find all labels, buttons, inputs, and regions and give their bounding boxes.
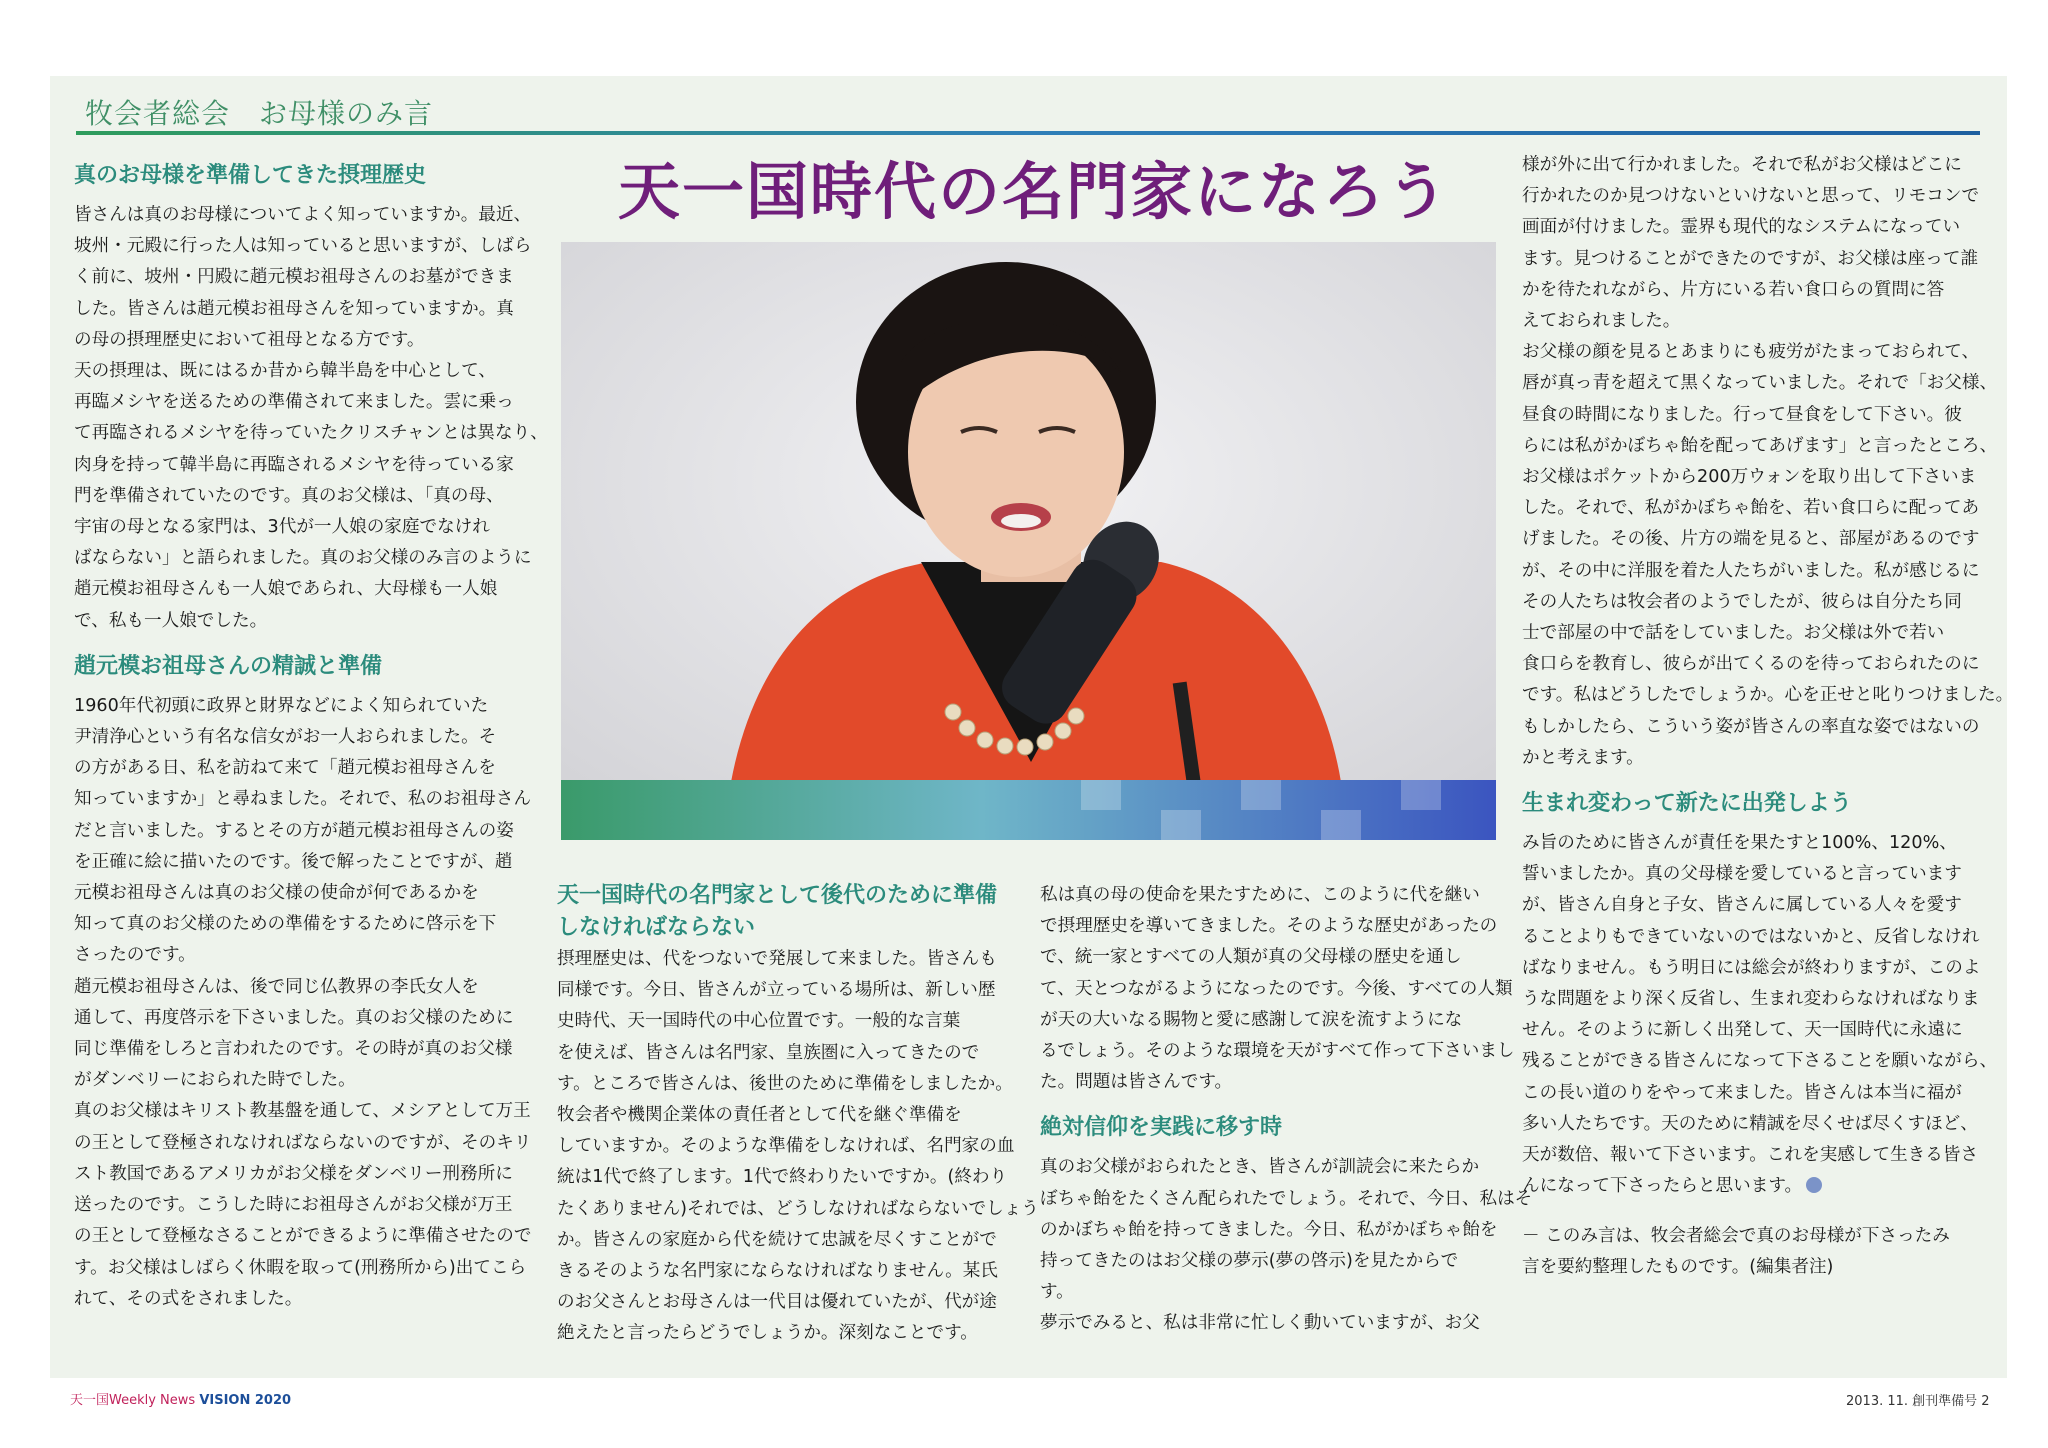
text-line: か。皆さんの家庭から代を続けて忠誠を尽くすことがで	[557, 1229, 997, 1250]
footer-brand: VISION 2020	[199, 1393, 292, 1408]
text-line: 残ることができる皆さんになって下さることを願いながら、	[1522, 1051, 1998, 1072]
text-line: が天の大いなる賜物と愛に感謝して涙を流すようにな	[1040, 1009, 1463, 1030]
text-line: 趙元模お祖母さんも一人娘であられ、大母様も一人娘	[74, 579, 498, 600]
column-2	[557, 880, 1039, 1350]
text-line: かを待たれながら、片方にいる若い食口らの質問に答	[1522, 279, 1945, 300]
header-rule	[76, 131, 1980, 135]
text-line: うな問題をより深く反省し、生まれ変わらなければなりま	[1522, 989, 1980, 1010]
text-line: さったのです。	[74, 945, 196, 966]
text-line: 夢示でみると、私は非常に忙しく動いていますが、お父	[1040, 1313, 1480, 1334]
text-line: 天が数倍、報いて下さいます。これを実感して生きる皆さ	[1522, 1145, 1979, 1166]
text-line: た。問題は皆さんです。	[1040, 1072, 1233, 1093]
column-3	[1040, 880, 1532, 1340]
text-line: 送ったのです。こうした時にお祖母さんがお父様が万王	[74, 1195, 513, 1216]
text-line: 尹清浄心という有名な信女がお一人おられました。そ	[74, 727, 497, 748]
text-line: の王として登極なさることができるように準備させたので	[74, 1226, 532, 1247]
text-line: した。それで、私がかぼちゃ飴を、若い食口らに配ってあ	[1522, 498, 1980, 519]
text-line: スト教国であるアメリカがお父様をダンベリー刑務所に	[74, 1163, 513, 1184]
paragraph-group-2	[74, 691, 548, 1315]
column-4	[1522, 150, 2013, 1283]
text-line: 1960年代初頭に政界と財界などによく知られていた	[74, 695, 489, 716]
text-line: み旨のために皆さんが責任を果たすと100%、120%、	[1522, 833, 1957, 854]
text-line: で、統一家とすべての人類が真の父母様の歴史を通し	[1040, 947, 1462, 968]
editor-note-line-1: － このみ言は、牧会者総会で真のお母様が下さったみ	[1522, 1225, 1950, 1246]
text-line: 肉身を持って韓半島に再臨されるメシヤを待っている家	[74, 454, 514, 475]
text-line: 唇が真っ青を超えて黒くなっていました。それで「お父様、	[1522, 373, 1998, 394]
text-line: 知っていますか」と尋ねました。それで、私のお祖母さん	[74, 789, 532, 810]
text-line: していますか。そのような準備をしなければ、名門家の血	[557, 1136, 1015, 1157]
text-line: お父様の顔を見るとあまりにも疲労がたまっておられて、	[1522, 342, 1980, 363]
text-line: 多い人たちです。天のために精誠を尽くせば尽くすほど、	[1522, 1113, 1978, 1134]
text-line: 通して、再度啓示を下さいました。真のお父様のために	[74, 1007, 514, 1028]
text-line: 元模お祖母さんは真のお父様の使命が何であるかを	[74, 883, 479, 904]
text-line: 私は真の母の使命を果たすために、このように代を継い	[1040, 885, 1480, 905]
page-title: 天一国時代の名門家になろう	[618, 155, 1451, 228]
text-line: が、その中に洋服を着た人たちがいました。私が感じるに	[1522, 560, 1980, 581]
text-line: 坡州・元殿に行った人は知っていると思いますが、しばら	[74, 236, 532, 257]
text-line: ぼちゃ飴をたくさん配られたでしょう。それで、今日、私はそ	[1040, 1188, 1533, 1209]
text-line: 同様です。今日、皆さんが立っている場所は、新しい歴	[557, 980, 996, 1001]
text-line: らには私がかぼちゃ飴を配ってあげます」と言ったところ、	[1522, 435, 1998, 456]
footer-issue: 2013. 11. 創刊準備号 2	[1846, 1394, 1990, 1409]
heading-absolute-faith: 絶対信仰を実践に移す時	[1040, 1115, 1283, 1141]
text-line: 趙元模お祖母さんは、後で同じ仏教界の李氏女人を	[74, 976, 479, 997]
text-line: もしかしたら、こういう姿が皆さんの率直な姿ではないの	[1522, 716, 1980, 737]
section-label: 牧会者総会 お母様のみ言	[85, 97, 434, 130]
text-line: す。お父様はしばらく休暇を取って(刑務所から)出てこら	[74, 1257, 527, 1278]
text-line: せん。そのように新しく出発して、天一国時代に永遠に	[1522, 1020, 1963, 1041]
text-line: で摂理歴史を導いてきました。そのような歴史があったの	[1040, 916, 1498, 937]
text-line: 絶えたと言ったらどうでしょうか。深刻なことです。	[557, 1323, 978, 1344]
text-line: 摂理歴史は、代をつないで発展して来ました。皆さんも	[557, 949, 997, 969]
heading-providential-history: 真のお母様を準備してきた摂理歴史	[74, 163, 427, 188]
heading-prestigious-family-b: しなければならない	[557, 915, 756, 940]
speaker-photo	[561, 242, 1496, 840]
text-line: ます。見つけることができたのですが、お父様は座って誰	[1522, 248, 1979, 269]
text-line: ることよりもできていないのではないかと、反省しなけれ	[1522, 926, 1980, 947]
paragraph-group-5	[1040, 1152, 1532, 1339]
text-line: きるそのような名門家にならなければなりません。某氏	[557, 1261, 998, 1282]
text-line: ばなりません。もう明日には総会が終わりますが、このよ	[1522, 957, 1981, 978]
column-1	[74, 160, 548, 1315]
text-line: その人たちは牧会者のようでしたが、彼らは自分たち同	[1522, 591, 1962, 612]
text-line: が、皆さん自身と子女、皆さんに属している人々を愛す	[1522, 895, 1962, 916]
heading-new-start: 生まれ変わって新たに出発しよう	[1522, 791, 1852, 817]
text-line: 知って真のお父様のための準備をするために啓示を下	[74, 914, 497, 935]
footer-prefix: 天一国Weekly News	[70, 1393, 200, 1408]
text-line: 宇宙の母となる家門は、3代が一人娘の家庭でなけれ	[74, 517, 490, 538]
editor-note-line-2: 言を要約整理したものです。(編集者注)	[1522, 1256, 1834, 1277]
paragraph-group-3	[557, 944, 1039, 1350]
text-line: 食口らを教育し、彼らが出てくるのを待っておられたのに	[1522, 654, 1980, 675]
text-line: の王として登極されなければならないのですが、そのキリ	[74, 1132, 532, 1153]
text-line: 再臨メシヤを送るための準備されて来ました。雲に乗っ	[74, 392, 514, 413]
text-line: えておられました。	[1522, 311, 1681, 332]
footer-publication	[70, 1389, 291, 1408]
text-line: 画面が付けました。霊界も現代的なシステムになってい	[1522, 217, 1961, 238]
text-line: の母の摂理歴史において祖母となる方です。	[74, 329, 425, 350]
text-line: 同じ準備をしろと言われたのです。その時が真のお父様	[74, 1039, 513, 1060]
paragraph-group-4	[1040, 880, 1532, 1098]
text-line: 士で部屋の中で話をしていました。お父様は外で若い	[1522, 623, 1945, 644]
text-line: す。	[1040, 1282, 1074, 1303]
text-line: げました。その後、片方の端を見ると、部屋があるのです	[1522, 529, 1980, 550]
paragraph-group-6	[1522, 150, 2013, 774]
text-line: 史時代、天一国時代の中心位置です。一般的な言葉	[557, 1011, 961, 1032]
text-line: 真のお父様がおられたとき、皆さんが訓読会に来たらか	[1040, 1157, 1480, 1178]
text-line: て、天とつながるようになったのです。今後、すべての人類	[1040, 978, 1513, 999]
text-line: んになって下さったらと思います。	[1522, 1171, 2013, 1202]
text-line: この長い道のりをやって来ました。皆さんは本当に福が	[1522, 1082, 1962, 1103]
text-line: した。皆さんは趙元模お祖母さんを知っていますか。真	[74, 298, 514, 319]
text-line: く前に、坡州・円殿に趙元模お祖母さんのお墓ができま	[74, 267, 514, 288]
text-line: を正確に絵に描いたのです。後で解ったことですが、趙	[74, 851, 513, 872]
end-mark-icon	[1806, 1177, 1822, 1193]
text-line: 皆さんは真のお母様についてよく知っていますか。最近、	[74, 205, 532, 225]
text-line: 行かれたのか見つけないといけないと思って、リモコンで	[1522, 186, 1980, 207]
text-line: 牧会者や機関企業体の責任者として代を継ぐ準備を	[557, 1105, 962, 1126]
text-line: 天の摂理は、既にはるか昔から韓半島を中心として、	[74, 361, 496, 382]
text-line: れて、その式をされました。	[74, 1288, 303, 1309]
text-line: ばならない」と語られました。真のお父様のみ言のように	[74, 548, 532, 569]
text-line: の方がある日、私を訪ねて来て「趙元模お祖母さんを	[74, 758, 496, 779]
text-line: 誓いましたか。真の父母様を愛していると言っています	[1522, 864, 1962, 885]
text-line: です。私はどうしたでしょうか。心を正せと叱りつけました。	[1522, 685, 2014, 706]
text-line: たくありません)それでは、どうしなければならないでしょう	[557, 1198, 1039, 1219]
paragraph-group-7	[1522, 828, 2013, 1202]
text-line: を使えば、皆さんは名門家、皇族圏に入ってきたので	[557, 1042, 980, 1063]
text-line: 統は1代で終了します。1代で終わりたいですか。(終わり	[557, 1167, 1008, 1188]
heading-prestigious-family-a: 天一国時代の名門家として後代のために準備	[557, 883, 998, 908]
text-line: 真のお父様はキリスト教基盤を通して、メシアとして万王	[74, 1101, 531, 1122]
text-line: 門を準備されていたのです。真のお父様は、「真の母、	[74, 485, 504, 506]
text-line: かと考えます。	[1522, 747, 1644, 768]
text-line: て再臨されるメシヤを待っていたクリスチャンとは異なり、	[74, 423, 548, 444]
text-line: 昼食の時間になりました。行って昼食をして下さい。彼	[1522, 404, 1962, 425]
text-line: で、私も一人娘でした。	[74, 610, 268, 631]
text-line: 持ってきたのはお父様の夢示(夢の啓示)を見たからで	[1040, 1251, 1459, 1272]
text-line: がダンベリーにおられた時でした。	[74, 1070, 356, 1091]
text-line: す。ところで皆さんは、後世のために準備をしましたか。	[557, 1073, 1013, 1094]
text-line: のお父さんとお母さんは一代目は優れていたが、代が途	[557, 1292, 997, 1313]
paragraph-group-1	[74, 200, 548, 637]
heading-grandmother-devotion: 趙元模お祖母さんの精誠と準備	[74, 653, 383, 679]
text-line: だと言いました。するとその方が趙元模お祖母さんの姿	[74, 820, 514, 841]
text-line: 様が外に出て行かれました。それで私がお父様はどこに	[1522, 155, 1962, 175]
text-line: のかぼちゃ飴を持ってきました。今日、私がかぼちゃ飴を	[1040, 1219, 1498, 1240]
text-line: お父様はポケットから200万ウォンを取り出して下さいま	[1522, 467, 1977, 488]
text-line: るでしょう。そのような環境を天がすべて作って下さいまし	[1040, 1041, 1515, 1062]
